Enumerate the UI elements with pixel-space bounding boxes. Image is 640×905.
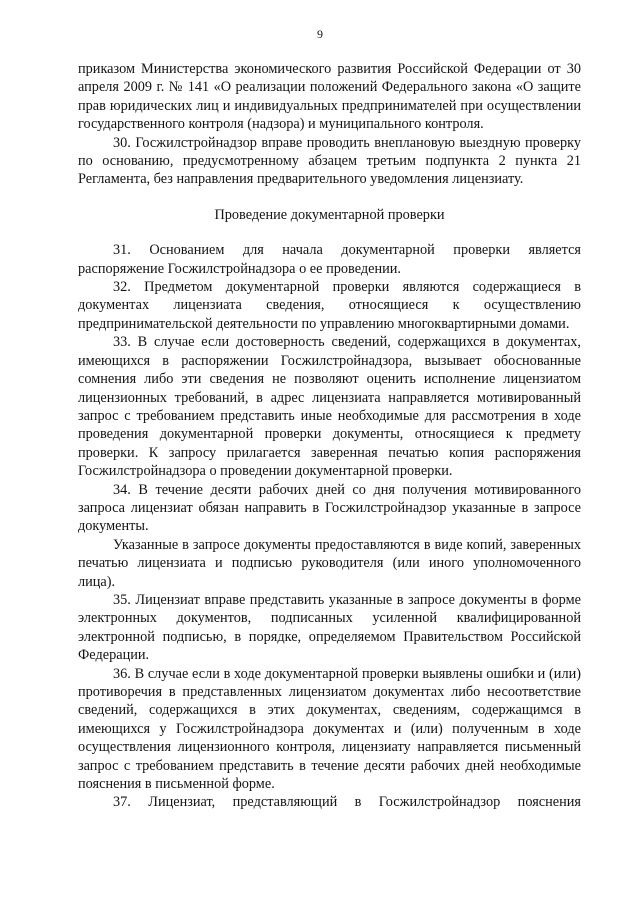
page-number: 9 <box>317 27 323 41</box>
paragraph-36: 36. В случае если в ходе документарной проверки выявлены ошибки и (или) противоречия в представленных лицензиатом документах либо несоответствие сведений, содержащихся в этих документах, сведениям, содержащимся в имеющихся у Госжилстройнадзора документах и (или) полученным в ходе осуществления лицензионного контроля, лицензиату направляется письменный запрос с требованием представить в течение десяти рабочих дней необходимые пояснения в письменной форме. <box>78 665 581 793</box>
paragraph-30: 30. Госжилстройнадзор вправе проводить внеплановую выездную проверку по основанию, предусмотренному абзацем третьим подпункта 2 пункта 21 Регламента, без направления предварительного уведомления лицензиату. <box>78 134 581 188</box>
paragraph-33: 33. В случае если достоверность сведений, содержащихся в документах, имеющихся в распоряжении Госжилстройнадзора, вызывает обоснованные сомнения либо эти сведения не позволяют оценить исполнение лицензиатом лицензионных требований, в адрес лицензиата направляется мотивированный запрос с требованием представить иные необходимые для рассмотрения в ходе проведения документарной проверки документы, относящиеся к предмету проверки. К запросу прилагается заверенная печатью копия распоряжения Госжилстройнадзора о проведении документарной проверки. <box>78 334 581 480</box>
paragraph-34-documents: Указанные в запросе документы предоставляются в виде копий, заверенных печатью лицензиата и подписью руководителя (или иного уполномоченного лица). <box>78 536 581 590</box>
paragraph-32: 32. Предметом документарной проверки являются содержащиеся в документах лицензиата сведения, относящиеся к осуществлению предпринимательской деятельности по управлению многоквартирными домами. <box>78 279 581 332</box>
section-heading: Проведение документарной проверки <box>214 206 445 223</box>
document-body <box>78 60 581 812</box>
paragraph-37: 37. Лицензиат, представляющий в Госжилстройнадзор пояснения <box>113 794 581 811</box>
paragraph-continuation: приказом Министерства экономического развития Российской Федерации от 30 апреля 2009 г. № 141 «О реализации положений Федерального закона «О защите прав юридических лиц и индивидуальных предпринимателей при осуществлении государственного контроля (надзора) и муниципального контроля. <box>78 61 581 133</box>
paragraph-35: 35. Лицензиат вправе представить указанные в запросе документы в форме электронных документов, подписанных усиленной квалифицированной электронной подписью, в порядке, определяемом Правительством Российской Федерации. <box>78 591 581 664</box>
paragraph-31: 31. Основанием для начала документарной проверки является распоряжение Госжилстройнадзора о ее проведении. <box>78 242 581 277</box>
paragraph-34: 34. В течение десяти рабочих дней со дня получения мотивированного запроса лицензиат обязан направить в Госжилстройнадзор указанные в запросе документы. <box>78 481 581 535</box>
